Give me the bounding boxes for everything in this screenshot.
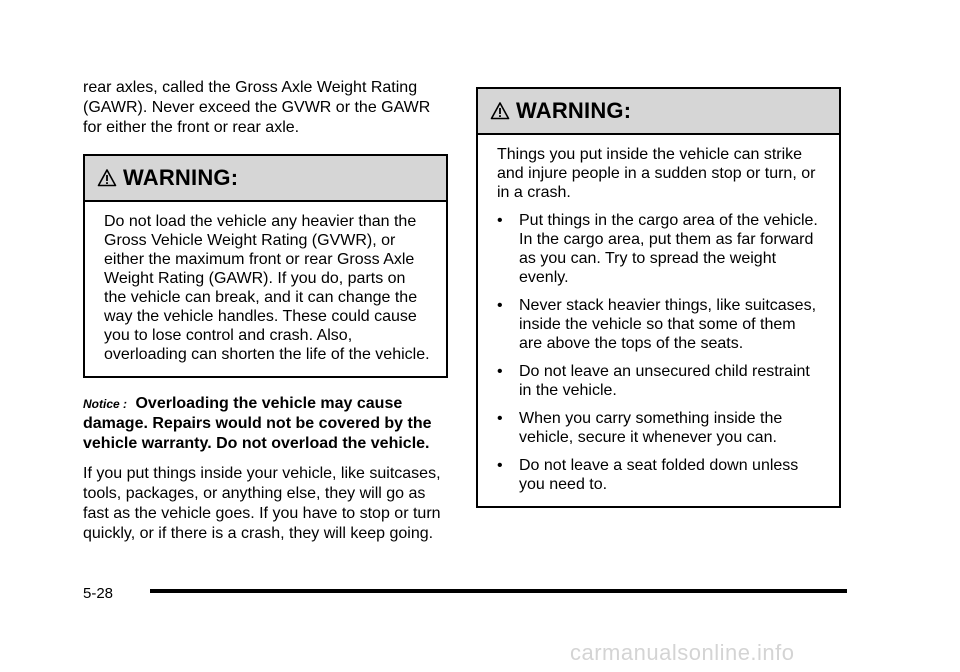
warning-triangle-icon	[97, 168, 117, 188]
warning-header	[478, 89, 839, 135]
page-number: 5-28	[83, 585, 114, 602]
watermark: carmanualsonline.info	[570, 640, 795, 665]
bullet-glyph: •	[497, 410, 503, 427]
bullet-item	[497, 409, 823, 447]
warning-title: WARNING:	[516, 98, 632, 123]
intro-paragraph: rear axles, called the Gross Axle Weight Rating (GAWR). Never exceed the GVWR or the GAWR for either the front or rear axle.	[83, 79, 431, 136]
bullet-text: Do not leave an unsecured child restraint in the vehicle.	[519, 363, 810, 399]
bullet-item	[497, 362, 823, 400]
warning-body	[85, 202, 446, 376]
bullet-text: Never stack heavier things, like suitcases, inside the vehicle so that some of them are above the tops of the seats.	[519, 297, 817, 352]
warning-header	[85, 156, 446, 202]
footer-rule	[150, 589, 847, 593]
notice-label: Notice :	[83, 397, 128, 411]
warning-text: Do not load the vehicle any heavier than the Gross Vehicle Weight Rating (GVWR), or either the maximum front or rear Gross Axle Weight Rating (GAWR). If you do, parts on the vehicle can break, and it can change the way the vehicle handles. These could cause you to lose control and crash. Also, overloading can shorten the life of the vehicle.	[104, 213, 430, 363]
cargo-warning-box	[476, 87, 841, 508]
bullet-glyph: •	[497, 297, 503, 314]
bullet-item	[497, 211, 823, 287]
notice-text: Overloading the vehicle may cause damage. Repairs would not be covered by the vehicle warranty. Do not overload the vehicle.	[83, 395, 432, 452]
bullet-text: Do not leave a seat folded down unless you need to.	[519, 457, 799, 493]
weight-warning-box	[83, 154, 448, 378]
bullet-item	[497, 296, 823, 353]
warning-intro: Things you put inside the vehicle can strike and injure people in a sudden stop or turn, or in a crash.	[497, 146, 816, 201]
outro-paragraph: If you put things inside your vehicle, like suitcases, tools, packages, or anything else, they will go as fast as the vehicle goes. If you have to stop or turn quickly, or if there is a crash, they will keep going.	[83, 465, 441, 542]
warning-body	[478, 135, 839, 506]
right-column	[476, 87, 841, 508]
bullet-glyph: •	[497, 363, 503, 380]
warning-title: WARNING:	[123, 165, 239, 190]
bullet-text: When you carry something inside the vehicle, secure it whenever you can.	[519, 410, 783, 446]
bullet-text: Put things in the cargo area of the vehicle. In the cargo area, put them as far forward as you can. Try to spread the weight evenly.	[519, 212, 818, 286]
notice-block	[83, 394, 448, 454]
bullet-glyph: •	[497, 457, 503, 474]
bullet-glyph: •	[497, 212, 503, 229]
left-column	[83, 78, 448, 544]
warning-triangle-icon	[490, 101, 510, 121]
warning-bullet-list	[497, 211, 823, 494]
bullet-item	[497, 456, 823, 494]
